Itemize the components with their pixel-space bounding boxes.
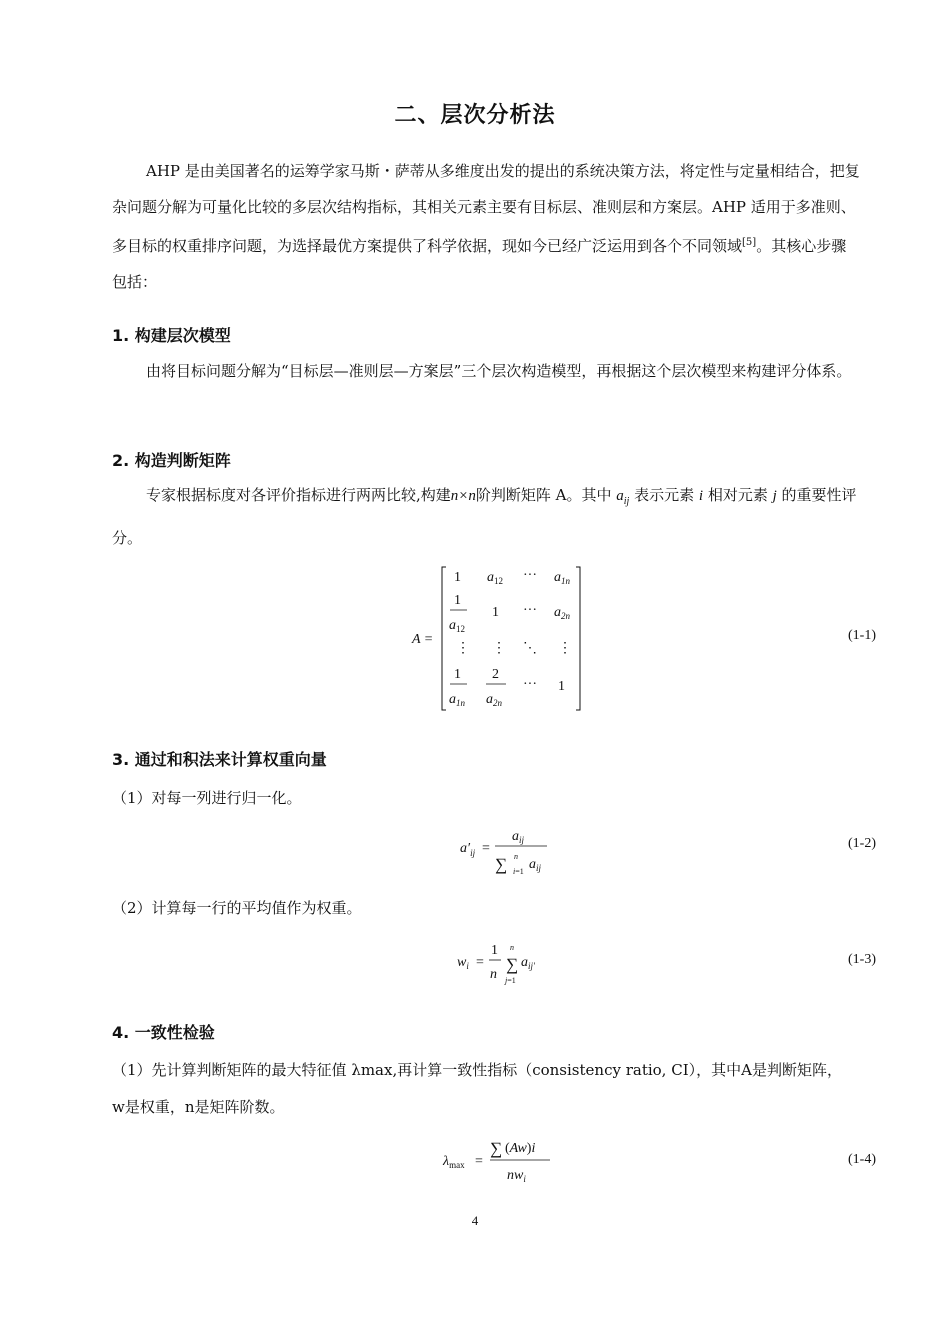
- svg-text:=: =: [476, 955, 484, 970]
- svg-text:a2n: $a_{2n}$: [554, 605, 570, 621]
- svg-text:n: n: [514, 852, 518, 861]
- svg-text:=: =: [482, 841, 490, 856]
- svg-text:a1n: $a_{1n}$: [449, 692, 465, 708]
- svg-text:···: ···: [523, 568, 537, 583]
- equation-1-3: [455, 938, 565, 988]
- svg-text:j=1: j=1: [505, 976, 516, 985]
- svg-text:∑: ∑: [490, 1139, 503, 1158]
- consistency-text-2: w是权重，n是矩阵阶数。: [112, 1098, 285, 1116]
- svg-text:⋮: ⋮: [456, 641, 470, 656]
- intro-tail: 。其核心步骤包括：: [112, 237, 847, 291]
- svg-text:a12: $a_{12}$: [449, 618, 465, 634]
- heading-3: 3. 通过和积法来计算权重向量: [112, 750, 327, 769]
- s2-text-d: 相对元素: [703, 486, 773, 504]
- svg-text:⋮: ⋮: [558, 641, 572, 656]
- svg-text:a2n: $a_{2n}$: [486, 692, 502, 708]
- heading-2: 2. 构造判断矩阵: [112, 451, 231, 470]
- svg-text:n: n: [510, 943, 514, 952]
- svg-text:aij: $a_{ij}$: [529, 857, 542, 873]
- step-1-normalize: （1）对每一列进行归一化。: [112, 789, 302, 807]
- heading-1: 1. 构建层次模型: [112, 326, 231, 345]
- svg-text:1: 1: [454, 593, 461, 608]
- s2-i: i: [698, 488, 704, 504]
- svg-text:aij': $a_{ij'}$: [521, 955, 535, 971]
- svg-text:···: ···: [523, 677, 537, 692]
- svg-text:nwi: $nw_i$: [507, 1168, 526, 1184]
- svg-text:wi: $w_i$: [457, 955, 469, 971]
- s2-aij: a: [616, 488, 624, 504]
- s2-text-b: 阶判断矩阵 A。其中: [475, 486, 617, 504]
- svg-text:∑: ∑: [506, 955, 519, 974]
- s2-nxn: n×n: [450, 488, 476, 504]
- svg-text:a12: $a_{12}$: [487, 570, 503, 586]
- svg-text:aij: $a_{ij}$: [512, 829, 525, 845]
- eq-number-1-2: (1-2): [848, 836, 876, 851]
- svg-text:1: 1: [558, 679, 565, 694]
- svg-text:(Aw)i: (Aw)i: [505, 1141, 536, 1156]
- eq-number-1-1: (1-1): [848, 628, 876, 643]
- equation-1-4: [440, 1134, 560, 1188]
- svg-text:···: ···: [523, 603, 537, 618]
- svg-text:1: 1: [491, 943, 498, 958]
- svg-text:∑: ∑: [495, 855, 508, 874]
- svg-text:⋱: ⋱: [523, 641, 537, 656]
- intro-paragraph: [112, 153, 860, 300]
- step-2-average: （2）计算每一行的平均值作为权重。: [112, 899, 362, 917]
- equation-1-2: [455, 822, 565, 878]
- consistency-text-1: （1）先计算判断矩阵的最大特征值 λmax,再计算一致性指标（consistency ratio, CI），其中A是判断矩阵，: [112, 1061, 842, 1079]
- heading-4: 4. 一致性检验: [112, 1023, 215, 1042]
- s2-text-e: 的重要性评分。: [112, 486, 857, 547]
- s2-j: j: [772, 488, 777, 504]
- intro-text: AHP 是由美国著名的运筹学家马斯・萨蒂从多维度出发的提出的系统决策方法，将定性与定量相结合，把复杂问题分解为可量化比较的多层次结构指标，其相关元素主要有目标层、准则层和方案层。AHP 适用于多准则、多目标的权重排序问题，为选择最优方案提供了科学依据，现如今已经广泛运用到各个不同领域: [112, 162, 860, 255]
- s2-text-c: 表示元素: [629, 486, 699, 504]
- judgment-matrix: [400, 560, 600, 720]
- s2-text-a: 专家根据标度对各评价指标进行两两比较,构建: [146, 486, 451, 504]
- svg-text:n: n: [490, 967, 497, 982]
- citation-ref: [5]: [742, 237, 757, 248]
- svg-text:2: 2: [492, 667, 499, 682]
- section-1-text: 由将目标问题分解为“目标层—准则层—方案层”三个层次构造模型，再根据这个层次模型来构建评分体系。: [146, 362, 852, 380]
- svg-text:=: =: [475, 1154, 483, 1169]
- svg-text:λmax: $\lambda_{max}$: [443, 1154, 465, 1170]
- s2-aij-sub: ij: [623, 496, 630, 507]
- section-2-text: [112, 477, 860, 556]
- svg-text:1: 1: [454, 667, 461, 682]
- section-title: 二、层次分析法: [394, 103, 556, 128]
- eq-number-1-4: (1-4): [848, 1152, 876, 1167]
- matrix-lhs: A =: [412, 632, 434, 647]
- svg-text:1: 1: [492, 605, 499, 620]
- eq-number-1-3: (1-3): [848, 952, 876, 967]
- svg-text:1: 1: [454, 570, 461, 585]
- svg-text:a′ij: $a'_{ij}$: [460, 841, 476, 858]
- svg-text:i=1: i=1: [513, 867, 524, 876]
- page-number: 4: [471, 1213, 479, 1228]
- svg-text:a1n: $a_{1n}$: [554, 570, 570, 586]
- svg-text:⋮: ⋮: [492, 641, 506, 656]
